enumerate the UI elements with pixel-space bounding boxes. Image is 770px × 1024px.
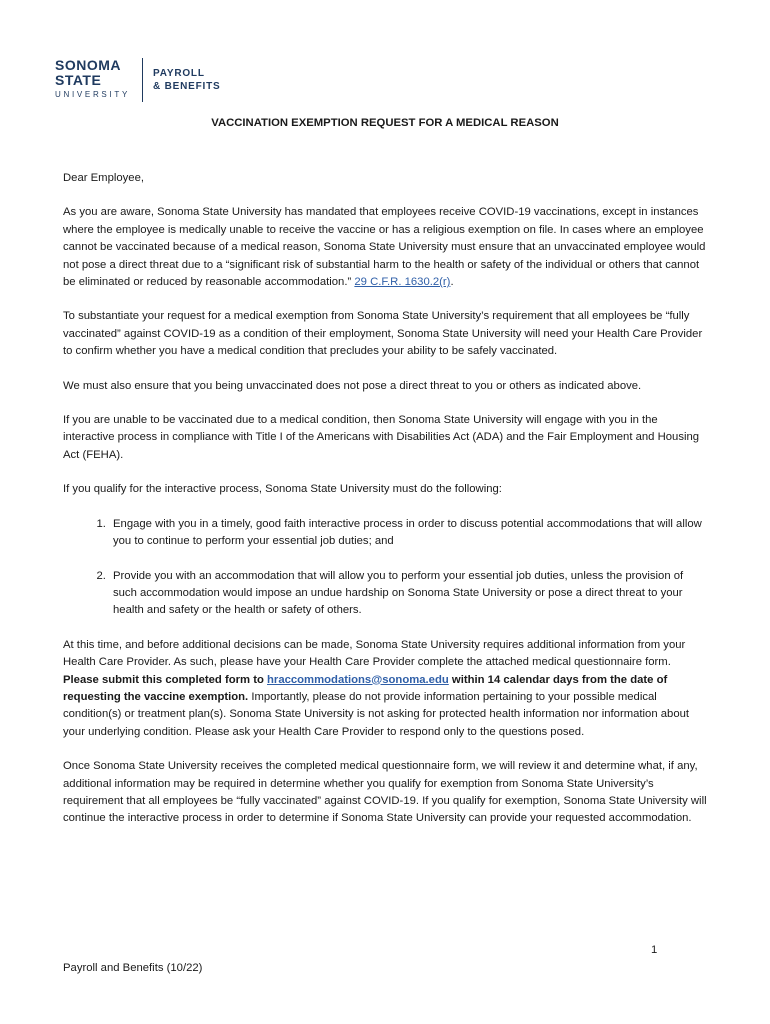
list-item: 1. Engage with you in a timely, good faith interactive process in order to discuss potential accommodations that will allow you to continue to perform your essential job duties; and xyxy=(109,516,708,551)
paragraph-mandate xyxy=(63,204,708,291)
submission-privacy: Importantly, please do not provide information pertaining to your possible medical condition(s) or treatment plan(s). Sonoma State University is not asking for protected health information nor information about your underlying condition. Please ask your Health Care Provider to respond only to the questions posed. xyxy=(63,690,690,738)
paragraph-submission xyxy=(63,637,708,741)
page-number: 1 xyxy=(651,944,658,956)
paragraph-qualify: If you qualify for the interactive process, Sonoma State University must do the following: xyxy=(63,483,502,496)
logo-divider xyxy=(142,58,143,102)
submission-instruction: Please submit this completed form to xyxy=(63,673,268,686)
paragraph-substantiate: To substantiate your request for a medical exemption from Sonoma State University’s requirement that all employees be “fully vaccinated” against COVID-19 as a condition of their employment, Sonoma State University will need your Health Care Provider to confirm whether you have a medical condition that precludes your ability to be safely vaccinated. xyxy=(63,310,703,358)
logo-state: STATE xyxy=(55,72,102,88)
letterhead xyxy=(55,58,220,104)
submission-intro: At this time, and before additional decisions can be made, Sonoma State University requires additional information from your Health Care Provider. As such, please have your Health Care Provider complete the attached medical questionnaire form. xyxy=(63,638,686,669)
paragraph-direct-threat: We must also ensure that you being unvaccinated does not pose a direct threat to you or others as indicated above. xyxy=(63,379,642,392)
logo-university: UNIVERSITY xyxy=(55,90,131,99)
paragraph-interactive-process: If you are unable to be vaccinated due to a medical condition, then Sonoma State University will engage with you in the interactive process in compliance with Title I of the Americans with Disabilities Act (ADA) and the Fair Employment and Housing Act (FEHA). xyxy=(63,414,700,461)
obligations-list xyxy=(63,516,708,620)
mandate-text: As you are aware, Sonoma State University has mandated that employees receive COVID-19 vaccinations, except in instances where the employee is medically unable to receive the vaccine or has a religious exemption on file. In cases where an employee cannot be vaccinated because of a medical reason, Sonoma State University must ensure that an unvaccinated employee would not pose a direct threat due to a “significant risk of substantial harm to the health or safety of the individual or others that cannot be eliminated or reduced by reasonable accommodation.” xyxy=(63,206,706,289)
department-name xyxy=(153,67,220,93)
dept-benefits: & BENEFITS xyxy=(153,81,221,92)
letter-body xyxy=(63,170,708,845)
document-title: VACCINATION EXEMPTION REQUEST FOR A MEDICAL REASON xyxy=(211,117,559,129)
email-link[interactable]: hraccommodations@sonoma.edu xyxy=(267,673,449,686)
footer-text: Payroll and Benefits (10/22) xyxy=(63,962,203,974)
submission-deadline: within 14 calendar days from the date of requesting the vaccine exemption. xyxy=(63,673,668,703)
paragraph-review: Once Sonoma State University receives the completed medical questionnaire form, we will review it and determine what, if any, additional information may be required in determine whether you qualify for exemption from Sonoma State University’s requirement that all employees be “fully vaccinated” against COVID-19. If you qualify for exemption, Sonoma State University will continue the interactive process in order to determine if Sonoma State University can provide your requested accommodation. xyxy=(63,760,707,825)
list-item: 2. Provide you with an accommodation that will allow you to perform your essential job duties, unless the provision of such accommodation would impose an undue hardship on Sonoma State University or pose a direct threat to your health and safety or the health or safety of others. xyxy=(109,568,708,620)
logo-sonoma: SONOMA xyxy=(55,57,121,73)
greeting: Dear Employee, xyxy=(63,172,144,184)
mandate-end: . xyxy=(450,276,454,289)
dept-payroll: PAYROLL xyxy=(153,68,205,79)
university-logo xyxy=(55,58,130,100)
cfr-citation-link[interactable]: 29 C.F.R. 1630.2(r) xyxy=(354,276,451,289)
